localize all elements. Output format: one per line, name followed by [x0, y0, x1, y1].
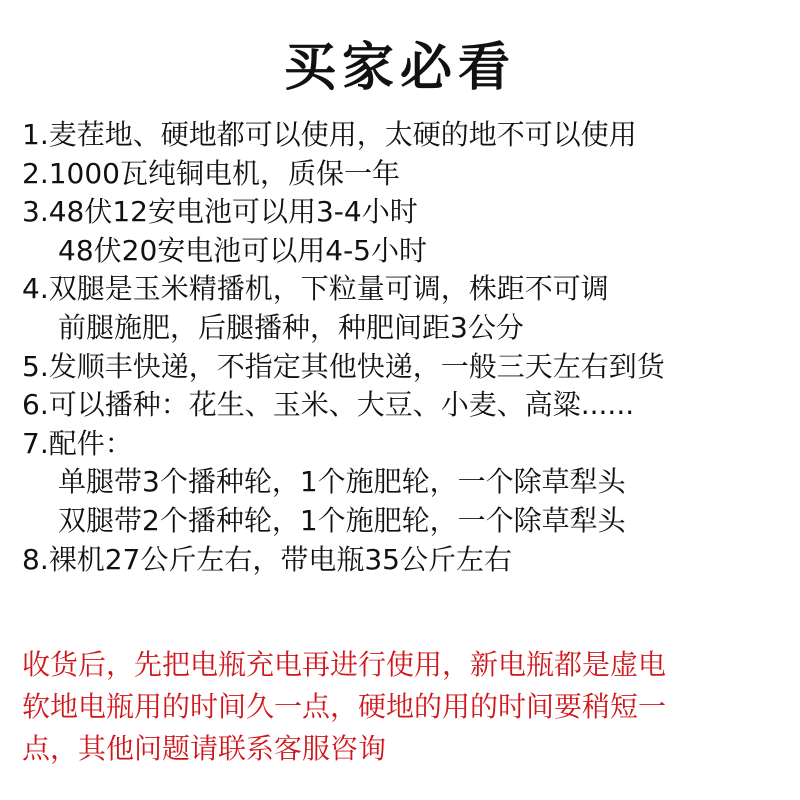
- instruction-list: [22, 116, 792, 579]
- list-item-7-double-leg: 双腿带2个播种轮，1个施肥轮，一个除草犁头: [58, 503, 626, 537]
- list-item-2: 2.1000瓦纯铜电机，质保一年: [22, 156, 400, 190]
- list-item-6: 6.可以播种：花生、玉米、大豆、小麦、高粱......: [22, 388, 635, 422]
- list-item-3: 3.48伏12安电池可以用3-4小时: [22, 195, 418, 229]
- list-item-7: 7.配件：: [22, 426, 133, 460]
- list-item-7-single-leg: 单腿带3个播种轮，1个施肥轮，一个除草犁头: [58, 465, 626, 499]
- list-item-5: 5.发顺丰快递，不指定其他快递，一般三天左右到货: [22, 349, 665, 383]
- red-notice: [22, 644, 792, 770]
- notice-line-1: 收货后，先把电瓶充电再进行使用，新电瓶都是虚电: [22, 648, 667, 681]
- list-item-4-continued: 前腿施肥，后腿播种，种肥间距3公分: [58, 310, 524, 344]
- notice-line-2: 软地电瓶用的时间久一点，硬地的用的时间要稍短一: [22, 690, 667, 723]
- list-item-4: 4.双腿是玉米精播机，下粒量可调，株距不可调: [22, 272, 609, 306]
- list-item-1: 1.麦茬地、硬地都可以使用，太硬的地不可以使用: [22, 118, 637, 151]
- list-item-8: 8.裸机27公斤左右，带电瓶35公斤左右: [22, 542, 512, 576]
- page-title: 买家必看: [283, 38, 516, 98]
- notice-line-3: 点，其他问题请联系客服咨询: [22, 732, 387, 765]
- list-item-3-continued: 48伏20安电池可以用4-5小时: [58, 233, 427, 267]
